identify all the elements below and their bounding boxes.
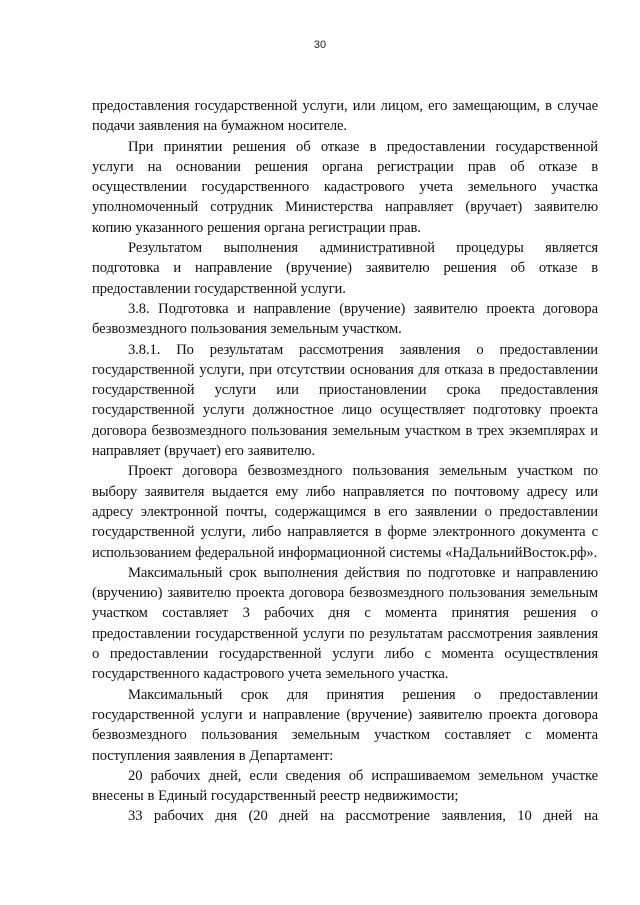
- page-number: 30: [313, 39, 327, 51]
- paragraph-20-days: 20 рабочих дней, если сведения об испрашиваемом земельном участке внесены в Единый государственный реестр недвижимости;: [92, 767, 598, 805]
- paragraph-refusal-copy: При принятии решения об отказе в предоставлении государственной услуги на основании решения органа регистрации прав об отказе в осуществлении государственного кадастрового учета земельного участка уполномоченный сотрудник Министерства направляет (вручает) заявителю копию указанного решения органа регистрации прав.: [92, 138, 598, 236]
- paragraph-3-8-1: 3.8.1. По результатам рассмотрения заявления о предоставлении государственной услуги, при отсутствии основания для отказа в предоставлении государственной услуги или приостановлении срока предоставления государственной услуги должностное лицо осуществляет подготовку проекта договора безвозмездного пользования земельным участком в трех экземплярах и направляет (вручает) его заявителю.: [92, 341, 598, 460]
- paragraph-33-days: 33 рабочих дня (20 дней на рассмотрение заявления, 10 дней на: [128, 808, 598, 825]
- paragraph-max-term-preparation: Максимальный срок выполнения действия по подготовке и направлению (вручению) заявителю проекта договора безвозмездного пользования земельным участком составляет 3 рабочих дня с момента принятия решения о предоставлении государственной услуги по результатам рассмотрения заявления о предоставлении государственной услуги либо с момента осуществления государственного кадастрового учета земельного участка.: [92, 564, 598, 683]
- paragraph-procedure-result: Результатом выполнения административной процедуры является подготовка и направление (вручение) заявителю решения об отказе в предоставлении государственной услуги.: [92, 240, 598, 297]
- paragraph-draft-delivery: Проект договора безвозмездного пользования земельным участком по выбору заявителя выдается ему либо направляется по почтовому адресу или адресу электронной почты, содержащимся в его заявлении о предоставлении государственной услуги, либо направляется в форме электронного документа с использованием федеральной информационной системы «НаДальнийВосток.рф».: [92, 463, 598, 561]
- paragraph-continuation: предоставления государственной услуги, или лицом, его замещающим, в случае подачи заявления на бумажном носителе.: [92, 98, 598, 135]
- document-body: [92, 96, 598, 827]
- paragraph-max-term-decision: Максимальный срок для принятия решения о предоставлении государственной услуги и направление (вручение) заявителю проекта договора безвозмездного пользования земельным участком составляет с момента поступления заявления в Департамент:: [92, 686, 598, 764]
- section-heading-3-8: 3.8. Подготовка и направление (вручение) заявителю проекта договора безвозмездного пользования земельным участком.: [92, 300, 598, 338]
